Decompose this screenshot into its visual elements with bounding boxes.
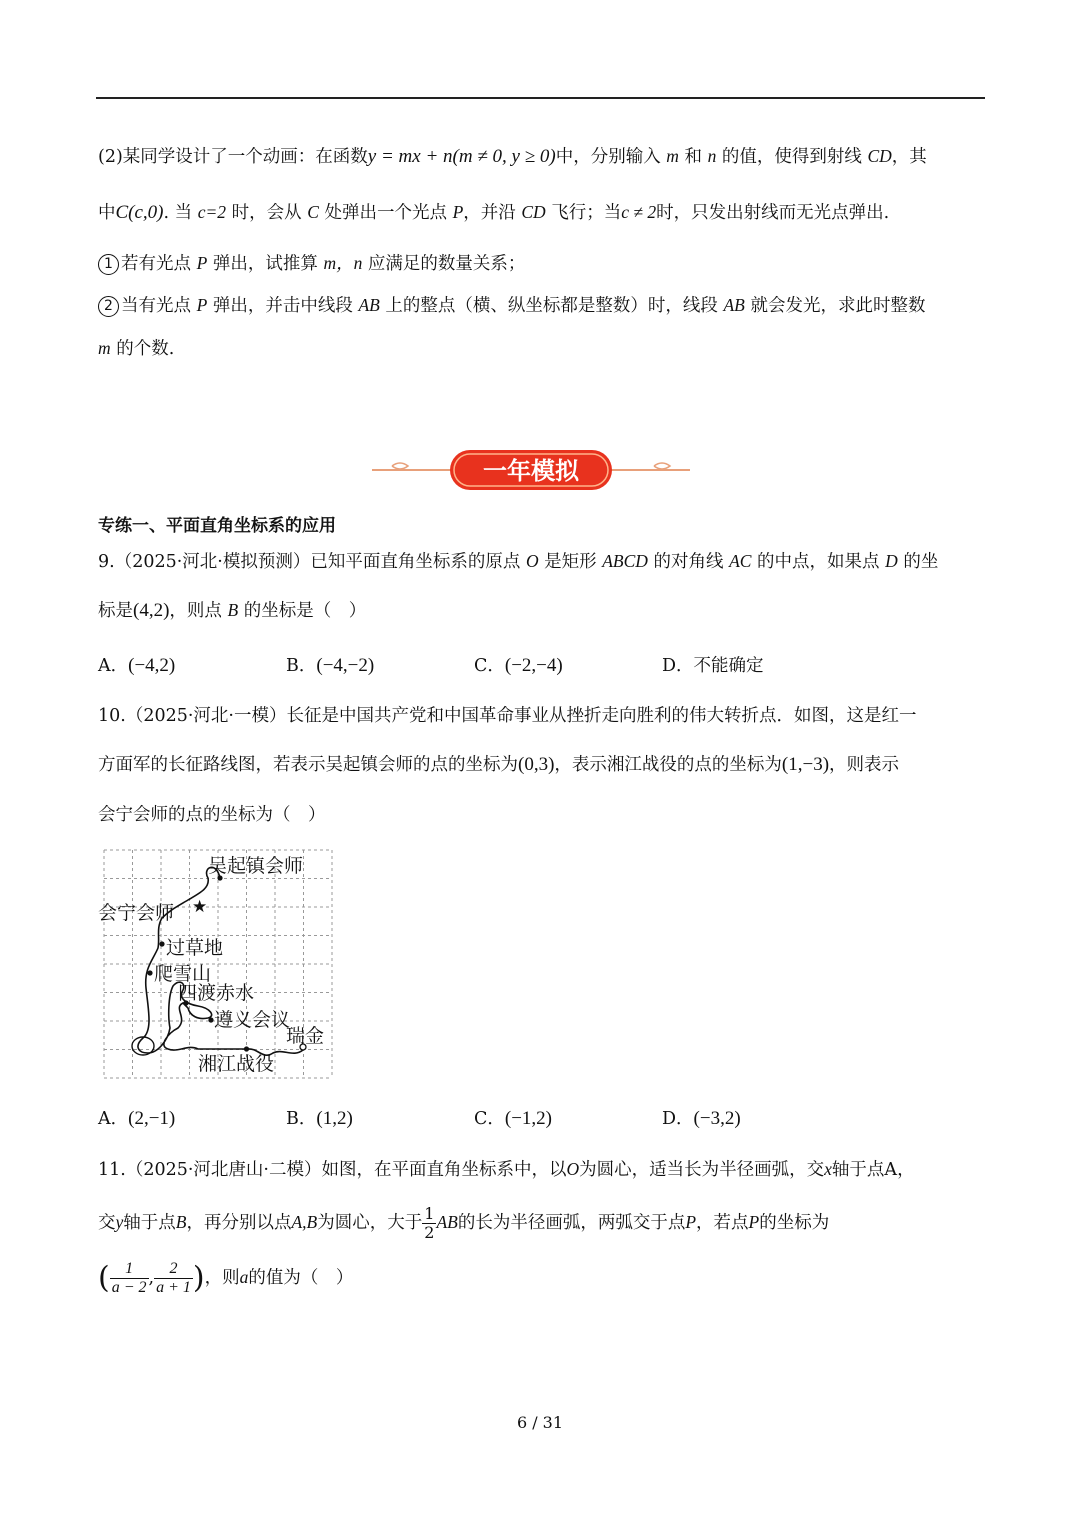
q11-line-2: 交y轴于点B，再分别以点A,B为圆心，大于 $\frac{1}{2}$ AB的长为半径画弧，两弧交于点P，若点P的坐标为 <box>98 1204 830 1242</box>
q9-line-1: 9.（2025·河北·模拟预测）已知平面直角坐标系的原点 O 是矩形 ABCD 的对角线 AC 的中点，如果点 D 的坐 <box>98 551 939 572</box>
label-ruijin: 瑞金 <box>286 1025 325 1047</box>
q8-line-1: (2)某同学设计了一个动画：在函数y = mx + n(m ≠ 0, y ≥ 0)中，分别输入 m 和 n 的值，使得到射线 CD，其 <box>98 146 927 167</box>
q10-line-1: 10.（2025·河北·一模）长征是中国共产党和中国革命事业从挫折走向胜利的伟大转折点．如图，这是红一 <box>98 706 917 726</box>
q11-line-3: ( $\frac{1}{a - 2}$ , $\frac{2}{a + 1}$ )，则a的值为（ ） <box>98 1260 354 1296</box>
q9-option-a[interactable]: A．(−4,2) <box>98 655 176 676</box>
point-xiangjiang <box>244 1046 249 1051</box>
q10-option-d[interactable]: D．(−3,2) <box>662 1108 741 1129</box>
q10-option-a[interactable]: A．(2,−1) <box>98 1108 176 1129</box>
fraction-2: $\frac{2}{a + 1}$ <box>156 1260 191 1296</box>
page-number: 6 / 31 <box>516 1413 564 1432</box>
q8-sub-2: 2 当有光点 P 弹出，并击中线段 AB 上的整点（横、纵坐标都是整数）时，线段 AB 就会发光，求此时整数 <box>98 292 925 319</box>
section-banner <box>372 446 690 494</box>
banner-text: 一年模拟 <box>483 457 579 485</box>
point-caodi <box>159 941 164 946</box>
star-icon: ★ <box>192 897 208 917</box>
q9-option-b[interactable]: B．(−4,−2) <box>286 655 375 676</box>
label-xueshan: 爬雪山 <box>154 963 212 985</box>
q9-option-d[interactable]: D．不能确定 <box>662 656 764 676</box>
q8-sub-2-cont: m 的个数. <box>98 338 175 359</box>
fraction-1: $\frac{1}{a - 2}$ <box>111 1260 147 1296</box>
q11-line-1: 11.（2025·河北唐山·二模）如图，在平面直角坐标系中，以O为圆心，适当长为半径画弧，交x轴于点A， <box>98 1159 915 1180</box>
q8-line-2: 中C(c,0). 当 c=2 时，会从 C 处弹出一个光点 P，并沿 CD 飞行；当c ≠ 2时，只发出射线而无光点弹出. <box>98 202 890 223</box>
label-caodi: 过草地 <box>166 937 224 959</box>
label-xiangjiang: 湘江战役 <box>198 1053 275 1075</box>
q10-line-3: 会宁会师的点的坐标为（ ） <box>98 805 326 825</box>
circled-number: 1 <box>98 254 119 275</box>
point-xueshan <box>147 970 152 975</box>
fraction-half: $\frac{1}{2}$ <box>424 1204 435 1242</box>
header-rule <box>96 97 985 99</box>
q9-line-2: 标是(4,2)，则点 B 的坐标是（ ） <box>98 600 367 621</box>
q9-option-c[interactable]: C．(−2,−4) <box>474 655 563 676</box>
banner-scroll-right-icon <box>654 463 670 469</box>
q10-line-2: 方面军的长征路线图，若表示吴起镇会师的点的坐标为(0,3)，表示湘江战役的点的坐标为(1,−3)，则表示 <box>98 754 900 775</box>
q10-option-c[interactable]: C．(−1,2) <box>474 1108 553 1129</box>
q10-option-b[interactable]: B．(1,2) <box>286 1108 353 1129</box>
q8-sub-1: 1 若有光点 P 弹出，试推算 m，n 应满足的数量关系； <box>98 250 525 277</box>
long-march-map <box>98 848 336 1080</box>
banner-scroll-left-icon <box>392 463 408 469</box>
label-chishui: 四渡赤水 <box>178 982 255 1004</box>
label-zunyi: 遵义会议 <box>214 1009 291 1031</box>
section-title: 专练一、平面直角坐标系的应用 <box>98 516 336 536</box>
label-wuqi: 吴起镇会师 <box>208 855 304 877</box>
label-huining: 会宁会师 <box>98 902 175 924</box>
circled-number: 2 <box>98 296 119 317</box>
point-zunyi <box>208 1017 213 1022</box>
